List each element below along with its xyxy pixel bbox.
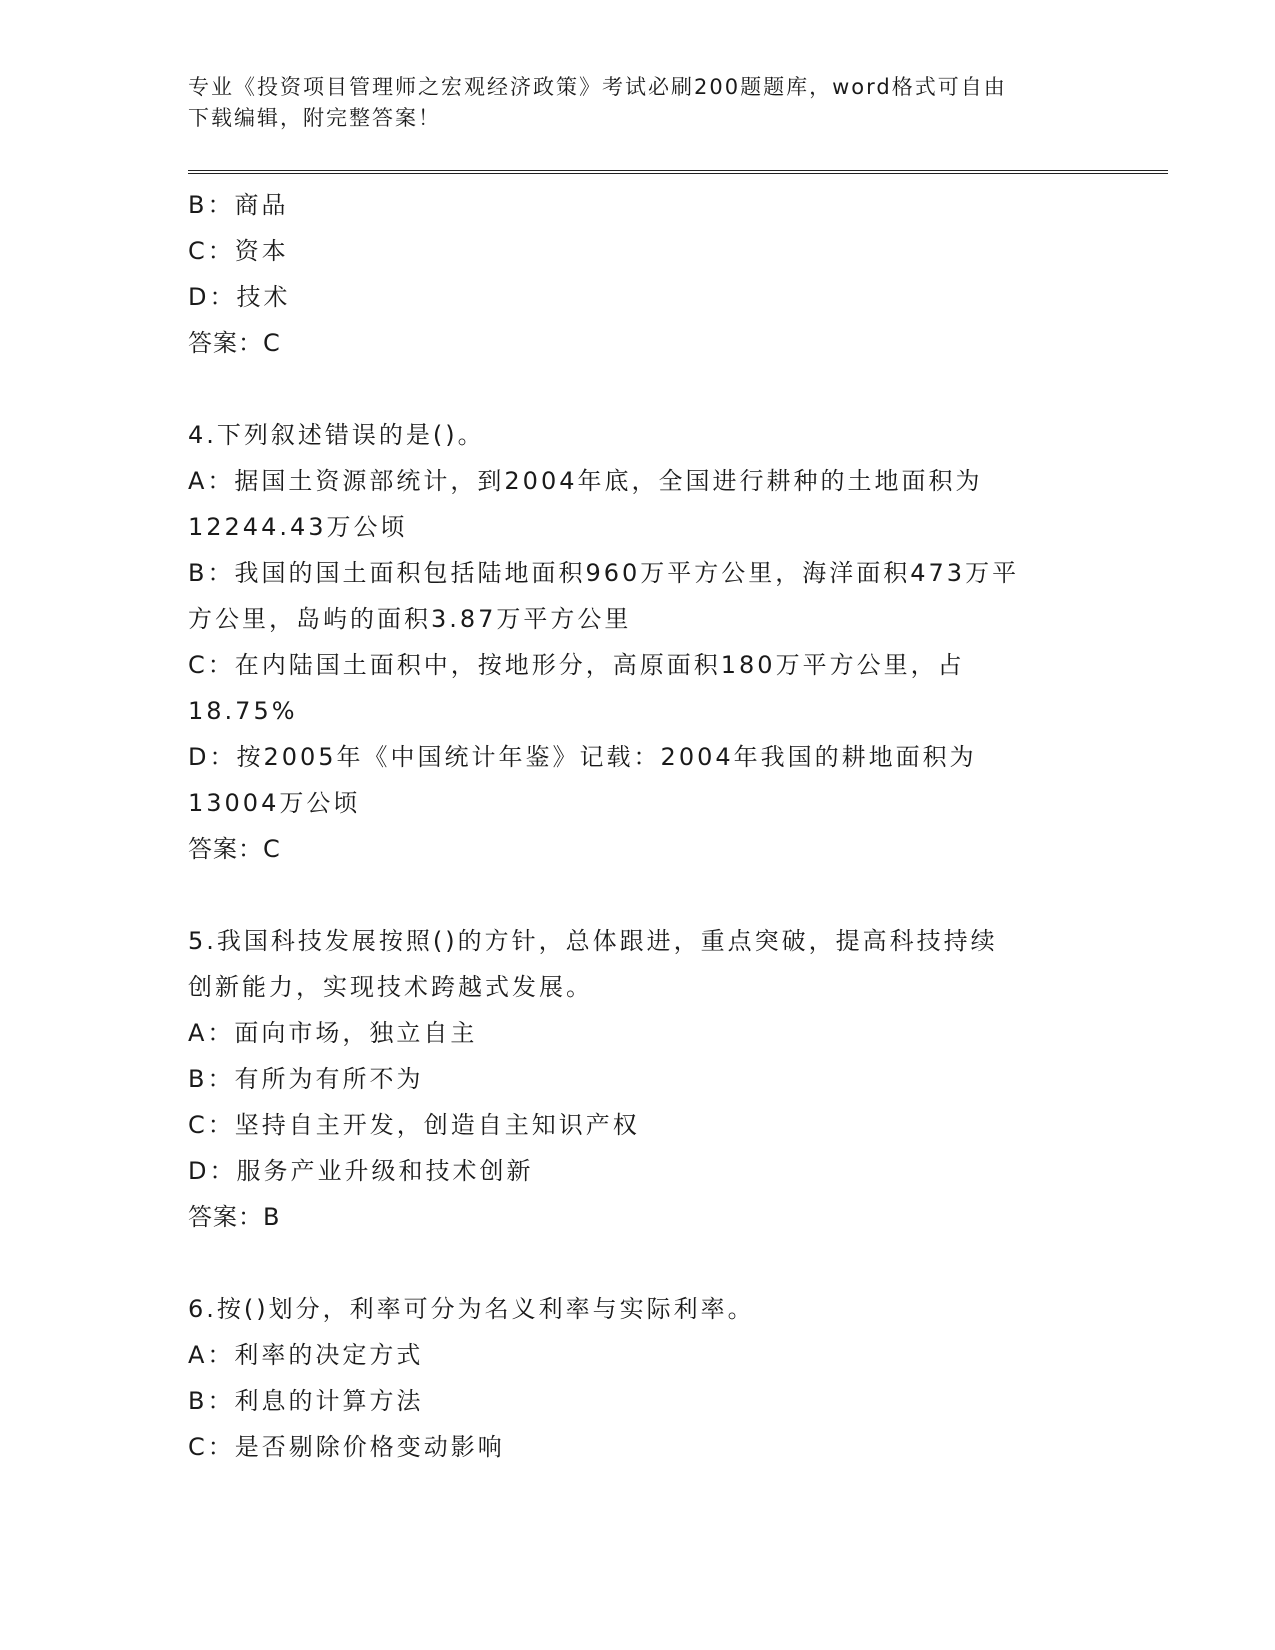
option-c: C：资本 — [188, 237, 289, 265]
question-3 — [188, 182, 1168, 366]
option-a: A：面向市场，独立自主 — [188, 1019, 478, 1047]
question-6 — [188, 1286, 1168, 1470]
question-list — [188, 182, 1168, 1470]
header-divider — [188, 170, 1168, 174]
option-d-cont: 13004万公顷 — [188, 789, 361, 817]
question-5 — [188, 918, 1168, 1240]
document-page — [188, 72, 1168, 1470]
question-stem: 5.我国科技发展按照()的方针，总体跟进，重点突破，提高科技持续 — [188, 927, 998, 955]
option-b-cont: 方公里，岛屿的面积3.87万平方公里 — [188, 605, 632, 633]
option-c: C：是否剔除价格变动影响 — [188, 1433, 505, 1461]
header-line-2: 下载编辑，附完整答案！ — [188, 106, 441, 130]
option-d: D：技术 — [188, 283, 291, 311]
document-header — [188, 72, 1168, 134]
question-stem-cont: 创新能力，实现技术跨越式发展。 — [188, 973, 593, 1001]
option-c-cont: 18.75% — [188, 697, 298, 725]
question-4 — [188, 412, 1168, 872]
answer: 答案：B — [188, 1203, 281, 1231]
option-b: B：利息的计算方法 — [188, 1387, 424, 1415]
option-c: C：在内陆国土面积中，按地形分，高原面积180万平方公里，占 — [188, 651, 965, 679]
answer: 答案：C — [188, 329, 281, 357]
header-line-1: 专业《投资项目管理师之宏观经济政策》考试必刷200题题库，word格式可自由 — [188, 75, 1007, 99]
option-c: C：坚持自主开发，创造自主知识产权 — [188, 1111, 640, 1139]
option-a-cont: 12244.43万公顷 — [188, 513, 408, 541]
option-d: D：按2005年《中国统计年鉴》记载：2004年我国的耕地面积为 — [188, 743, 977, 771]
option-b: B：商品 — [188, 191, 289, 219]
option-b: B：我国的国土面积包括陆地面积960万平方公里，海洋面积473万平 — [188, 559, 1020, 587]
question-stem: 4.下列叙述错误的是()。 — [188, 421, 485, 449]
option-a: A：据国土资源部统计，到2004年底，全国进行耕种的土地面积为 — [188, 467, 983, 495]
question-stem: 6.按()划分，利率可分为名义利率与实际利率。 — [188, 1295, 755, 1323]
option-d: D：服务产业升级和技术创新 — [188, 1157, 534, 1185]
answer: 答案：C — [188, 835, 281, 863]
option-a: A：利率的决定方式 — [188, 1341, 424, 1369]
option-b: B：有所为有所不为 — [188, 1065, 424, 1093]
